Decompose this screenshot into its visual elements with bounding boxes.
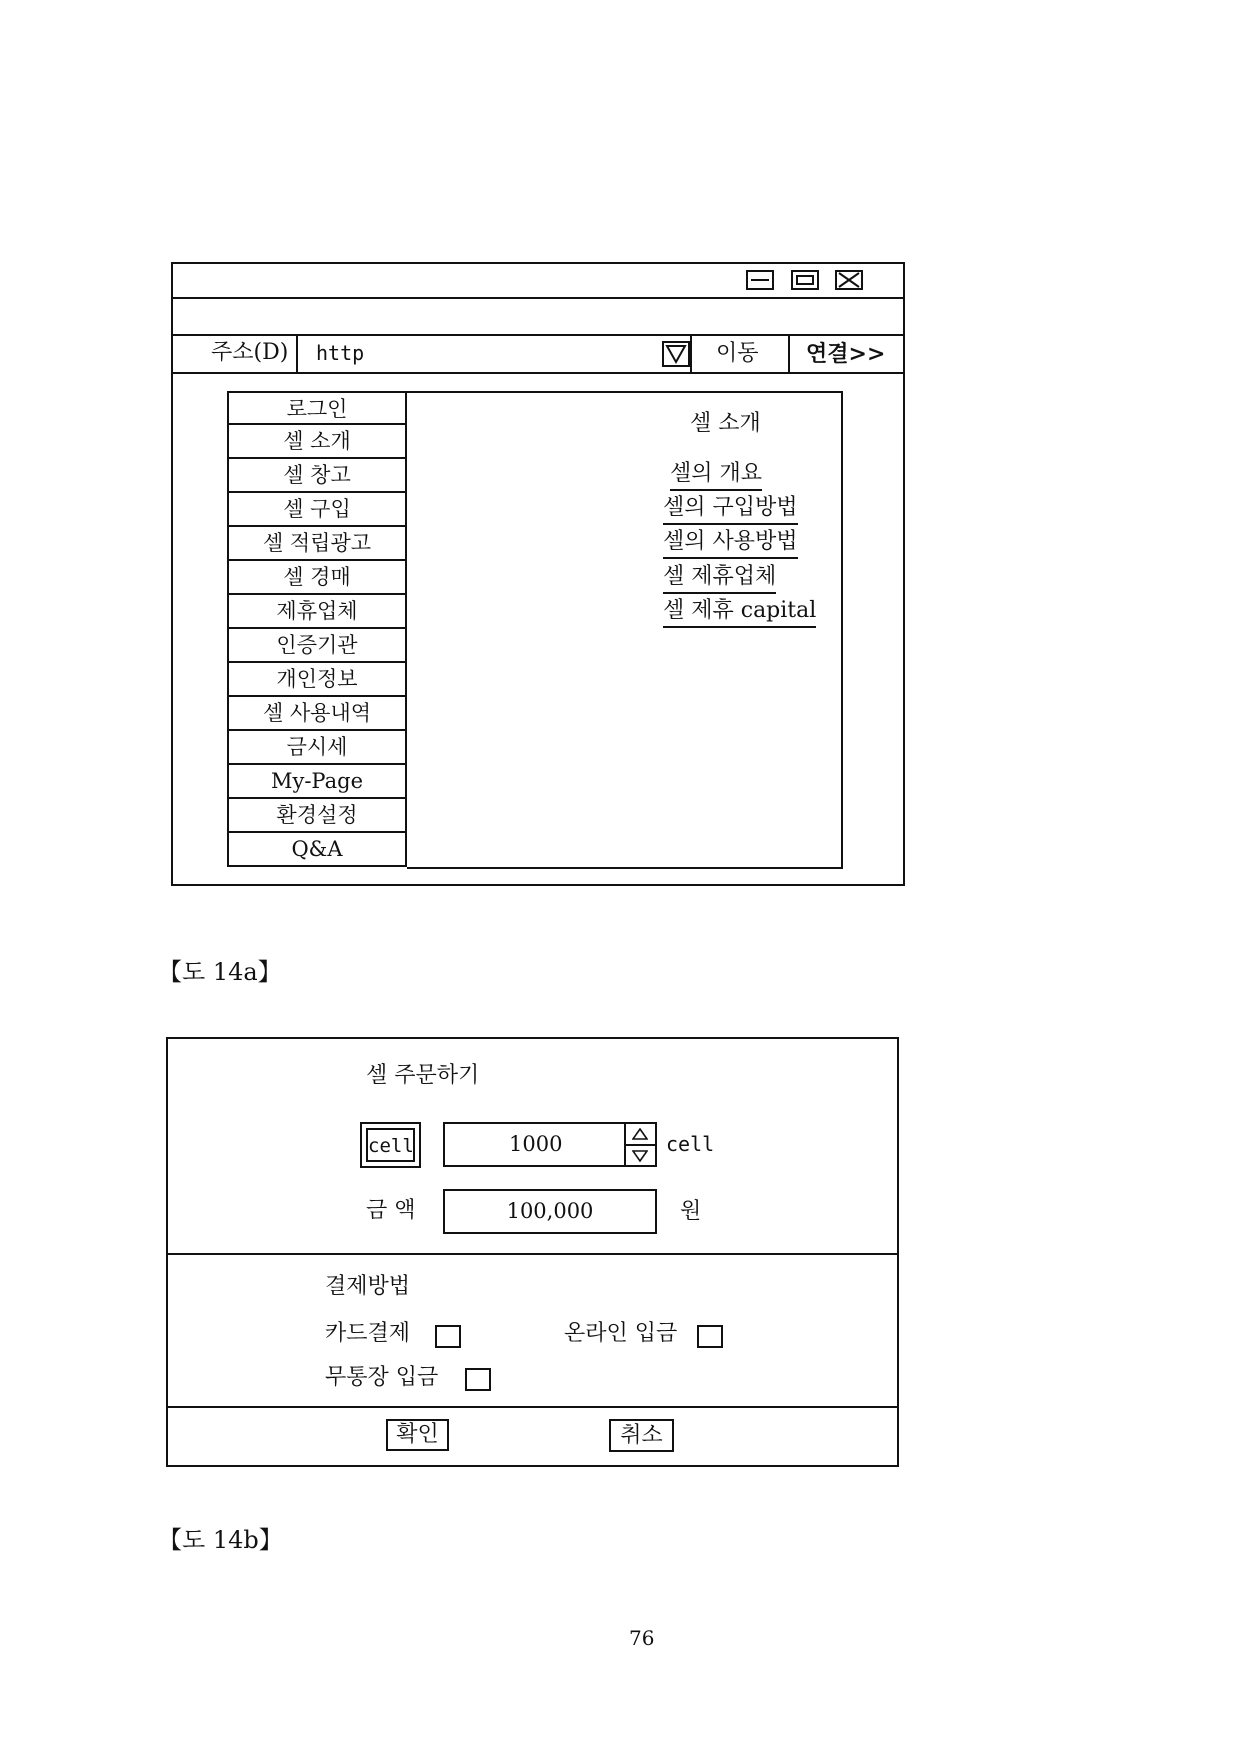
figure-caption-14a: 【도 14a】 xyxy=(158,958,282,986)
menu-item-gold-price[interactable]: 금시세 xyxy=(227,731,407,765)
quantity-stepper[interactable] xyxy=(443,1122,657,1167)
addressbar-divider xyxy=(171,372,905,374)
go-button[interactable]: 이동 xyxy=(716,341,759,366)
close-icon[interactable] xyxy=(835,270,863,290)
address-input[interactable]: http xyxy=(316,341,365,365)
minimize-icon[interactable] xyxy=(746,270,774,290)
links-separator xyxy=(788,334,790,372)
payment-card-label: 카드결제 xyxy=(325,1321,411,1346)
stepper-mid-divider xyxy=(624,1144,657,1146)
menu-item-cell-warehouse[interactable]: 셀 창고 xyxy=(227,459,407,493)
payment-bank-checkbox[interactable] xyxy=(465,1368,491,1391)
content-title: 셀 소개 xyxy=(690,411,761,436)
order-dialog xyxy=(166,1037,899,1467)
dialog-title: 셀 주문하기 xyxy=(366,1063,480,1088)
unit-button[interactable] xyxy=(360,1122,421,1168)
maximize-icon[interactable] xyxy=(791,270,819,290)
menu-item-cell-ad[interactable]: 셀 적립광고 xyxy=(227,527,407,561)
link-cell-partner-capital[interactable]: 셀 제휴 capital xyxy=(663,600,816,628)
amount-field[interactable]: 100,000 xyxy=(443,1189,657,1234)
quantity-unit: cell xyxy=(666,1132,715,1156)
stepper-up-icon[interactable] xyxy=(632,1128,648,1140)
side-menu xyxy=(227,391,407,867)
triangle-down-icon[interactable] xyxy=(662,341,690,367)
menu-item-my-page[interactable]: My-Page xyxy=(227,765,407,799)
cancel-button[interactable]: 취소 xyxy=(609,1419,674,1452)
payment-online-label: 온라인 입금 xyxy=(564,1321,678,1346)
amount-unit: 원 xyxy=(680,1199,702,1224)
menu-item-personal-info[interactable]: 개인정보 xyxy=(227,663,407,697)
link-cell-overview[interactable]: 셀의 개요 xyxy=(670,463,762,491)
figure-caption-14b: 【도 14b】 xyxy=(158,1526,283,1554)
address-label: 주소(D) xyxy=(211,340,289,365)
menu-item-cell-auction[interactable]: 셀 경매 xyxy=(227,561,407,595)
amount-label: 금 액 xyxy=(366,1198,416,1223)
page-number: 76 xyxy=(629,1626,655,1650)
link-cell-usage-method[interactable]: 셀의 사용방법 xyxy=(663,531,798,559)
dialog-divider-1 xyxy=(166,1253,899,1255)
menu-item-partners[interactable]: 제휴업체 xyxy=(227,595,407,629)
payment-bank-label: 무통장 입금 xyxy=(325,1365,439,1390)
menu-item-login[interactable]: 로그인 xyxy=(227,391,407,425)
links-button[interactable]: 연결>> xyxy=(806,341,886,367)
stepper-down-icon[interactable] xyxy=(632,1150,648,1162)
menu-item-cell-purchase[interactable]: 셀 구입 xyxy=(227,493,407,527)
unit-button-label: cell xyxy=(366,1128,415,1162)
dialog-divider-2 xyxy=(166,1406,899,1408)
titlebar-divider xyxy=(171,297,905,299)
go-separator xyxy=(690,334,692,372)
menu-item-cell-intro[interactable]: 셀 소개 xyxy=(227,425,407,459)
quantity-value: 1000 xyxy=(509,1132,563,1156)
address-separator xyxy=(296,334,298,372)
menu-item-settings[interactable]: 환경설정 xyxy=(227,799,407,833)
payment-title: 결제방법 xyxy=(325,1274,411,1299)
menu-item-certification[interactable]: 인증기관 xyxy=(227,629,407,663)
toolbar-divider xyxy=(171,334,905,336)
payment-card-checkbox[interactable] xyxy=(435,1325,461,1348)
menu-item-usage-history[interactable]: 셀 사용내역 xyxy=(227,697,407,731)
content-panel xyxy=(407,391,843,869)
payment-online-checkbox[interactable] xyxy=(697,1325,723,1348)
link-cell-partners[interactable]: 셀 제휴업체 xyxy=(663,566,776,594)
ok-button[interactable]: 확인 xyxy=(386,1419,449,1451)
menu-item-qna[interactable]: Q&A xyxy=(227,833,407,867)
link-cell-purchase-method[interactable]: 셀의 구입방법 xyxy=(663,497,798,525)
